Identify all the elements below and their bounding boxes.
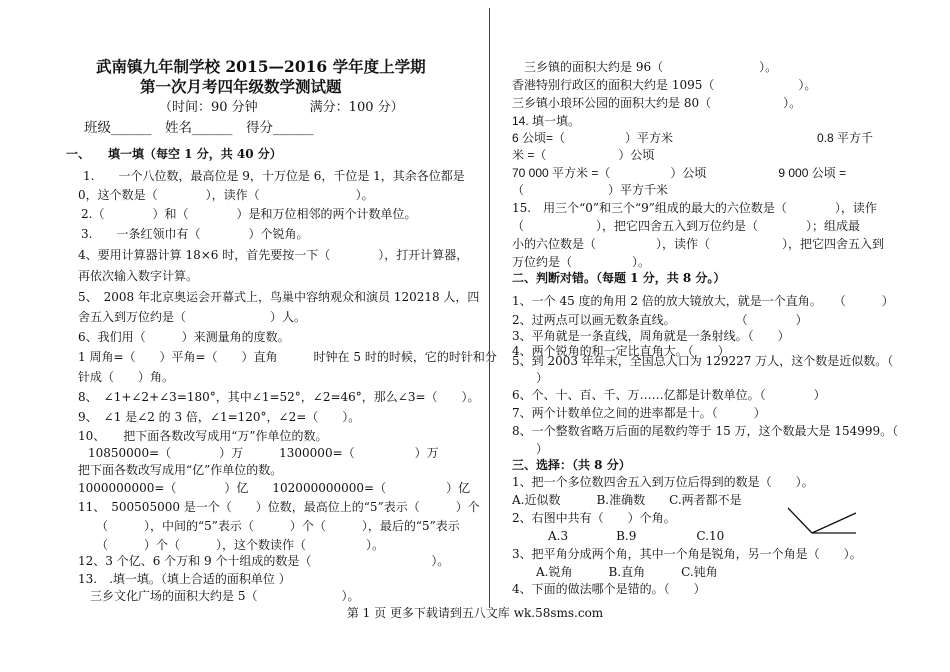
question-line: （ ），把它四舍五入到万位约是（ ）；组成最 [512,219,861,233]
question-line: 2、右图中共有（ ）个角。 [512,511,676,525]
question-line: 1000000000=（ ）亿 102000000000=（ ）亿 [78,481,471,495]
question-line: 0，这个数是（ ），读作（ ）。 [78,188,374,202]
question-line: 11、 500505000 是一个（ ）位数，最高位上的“5”表示（ ）个 [78,500,480,514]
question-line: ） [512,371,549,385]
question-line: 小的六位数是（ ），读作（ ），把它四舍五入到 [512,237,885,251]
question-line: 三乡文化广场的面积大约是 5（ ）。 [78,589,360,603]
question-line: 8、 ∠1+∠2+∠3=180°，其中∠1=52°，∠2=46°，那么∠3=（ ）。 [78,390,480,404]
question-line: 4、两个锐角的和一定比直角大。（ ） [512,344,730,358]
question-line: 70 000 平方米 =（ ）公顷 9 000 公顷 = [512,166,847,180]
question-line: 针成（ ）角。 [78,370,175,384]
question-line: 1、一个 45 度的角用 2 倍的放大镜放大，就是一个直角。 （ ） [512,294,894,308]
question-line: 香港特别行政区的面积大约是 1095（ ）。 [512,78,817,92]
question-line: 9、 ∠1 是∠2 的 3 倍，∠1=120°，∠2=（ ）。 [78,410,361,424]
question-line: A.近似数 B.准确数 C.两者都不是 [512,493,742,507]
question-line: 5、到 2003 年年末，全国总人口为 129227 万人，这个数是近似数。（ [512,354,894,368]
question-line: 6 公顷=（ ）平方米 0.8 平方千 [512,131,874,145]
question-line: 1. 一个八位数，最高位是 9，十万位是 6，千位是 1，其余各位都是 [83,169,465,183]
question-line: 8、一个整数省略万后面的尾数约等于 15 万，这个数最大是 154999。（ [512,424,899,438]
question-line: 10850000=（ ）万 1300000=（ ）万 [76,446,439,460]
question-line: ） [512,442,549,456]
question-line: 15. 用三个“0”和三个“9”组成的最大的六位数是（ ），读作 [512,201,877,215]
angle-ray-left [788,508,812,533]
question-line: 3. 一条红领巾有（ ）个锐角。 [81,227,309,241]
question-line: 6、我们用（ ）来测量角的度数。 [78,330,290,344]
question-line: 把下面各数改写成用“亿”作单位的数。 [78,463,283,477]
section-1-heading: 一、 填一填（每空 1 分，共 40 分） [66,147,282,161]
question-line: 1、把一个多位数四舍五入到万位后得到的数是（ ）。 [512,475,814,489]
question-line: 1 周角=（ ）平角=（ ）直角 时钟在 5 时的时候，它的时针和分 [78,350,497,364]
exam-title-line2: 第一次月考四年级数学测试题 [140,77,342,96]
question-line: （ ）平方千米 [512,183,669,197]
question-line: 4、下面的做法哪个是错的。（ ） [512,582,706,596]
question-line: （ ）个（ ），这个数读作（ ）。 [90,538,385,552]
question-line: 5、 2008 年北京奥运会开幕式上，鸟巢中容纳观众和演员 120218 人，四 [78,290,480,304]
question-line: 万位约是（ ）。 [512,255,651,269]
question-line: 4、要用计算器计算 18×6 时，首先要按一下（ ），打开计算器， [78,248,469,262]
question-line: 再依次输入数字计算。 [78,269,199,283]
exam-title-line1: 武南镇九年制学校 2015—2016 学年度上学期 [96,57,426,76]
page-footer: 第 1 页 更多下载请到五八文库 wk.58sms.com [346,606,604,620]
exam-time-score: （时间：90 分钟 满分：100 分） [159,100,404,115]
question-line: 三乡镇的面积大约是 96（ ）。 [524,60,778,74]
column-divider [489,8,490,608]
question-line: 3、把平角分成两个角，其中一个角是锐角，另一个角是（ ）。 [512,547,862,561]
question-line: A.3 B.9 C.10 [512,529,725,543]
question-line: A.锐角 B.直角 C.钝角 [512,565,718,579]
question-line: 2、过两点可以画无数条直线。 （ ） [512,313,808,327]
section-2-heading: 二、判断对错。（每题 1 分，共 8 分。） [512,271,726,285]
question-line: 米 =（ ）公顷 [512,148,655,162]
question-line: （ ），中间的“5”表示（ ）个（ ），最后的“5”表示 [90,519,460,533]
question-line: 12、3 个亿、6 个万和 9 个十组成的数是（ ）。 [78,554,450,568]
section-3-heading: 三、选择：（共 8 分） [512,458,631,472]
angle-figure [786,502,858,538]
question-line: 三乡镇小琅环公园的面积大约是 80（ ）。 [512,96,802,110]
angle-ray-upper [812,513,856,533]
question-line: 13. .填一填。（填上合适的面积单位 ） [78,572,291,586]
question-line: 3、平角就是一条直线，周角就是一条射线。（ ） [512,329,790,343]
question-line: 舍五入到万位约是（ ）人。 [78,310,307,324]
question-line: 2.（ ）和（ ）是和万位相邻的两个计数单位。 [81,207,417,221]
question-line: 6、个、十、百、千、万……亿都是计数单位。（ ） [512,388,826,402]
question-line: 10、 把下面各数改写成用“万”作单位的数。 [78,429,328,443]
question-line: 14. 填一填。 [512,114,581,128]
question-line: 7、两个计数单位之间的进率都是十。（ ） [512,406,766,420]
student-info-line: 班级______ 姓名______ 得分______ [84,120,314,136]
